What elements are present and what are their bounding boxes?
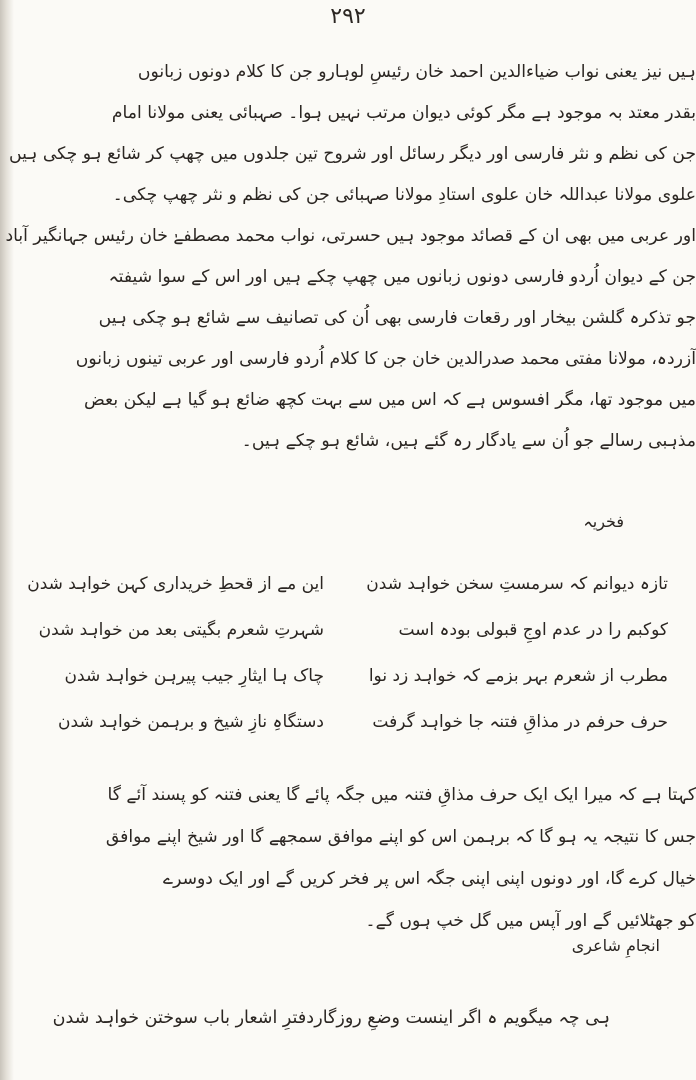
couplet [0,562,696,608]
section-heading-anjam: انجامِ شاعری [571,936,660,955]
second-hemistich: دفترِ اشعار باب سوختن خواہد شدن [52,1008,314,1028]
text-line: علوی مولانا عبداللہ خان علوی استادِ مولانا صہبائی جن کی نظم و نثر چھپ چکی۔ [112,185,696,205]
text-line: میں موجود تھا، مگر افسوس ہے کہ اس میں سے بہت کچھ ضائع ہو گیا ہے لیکن بعض [83,390,696,410]
second-hemistich: دستگاہِ نازِ شیخ و برہمن خواہد شدن [58,712,324,732]
text-line: بقدر معتد بہ موجود ہے مگر کوئی دیوان مرتب نہیں ہوا۔ صہبائی یعنی مولانا امام [111,103,696,123]
couplet [0,700,696,746]
first-hemistich: حرف حرفم در مذاقِ فتنہ جا خواہد گرفت [372,712,668,732]
paragraph-commentary [22,774,696,942]
first-hemistich: مطرب از شعرم بہر بزمے کہ خواہد زد نوا [368,666,668,686]
section-heading-fakhriya: فخریہ [583,512,624,531]
text-line: کو جھٹلائیں گے اور آپس میں گل خپ ہوں گے۔ [365,911,696,931]
text-line: خیال کرے گا، اور دونوں اپنی اپنی جگہ اس پر فخر کریں گے اور ایک دوسرے [163,869,696,889]
text-line: جو تذکرہ گلشن بیخار اور رقعات فارسی بھی اُن کی تصانیف سے شائع ہو چکی ہیں [98,308,696,328]
first-hemistich: ہی چہ میگویم ہ اگر اینست وضعِ روزگار [314,1008,610,1028]
couplet [0,608,696,654]
text-line: ہیں نیز یعنی نواب ضیاءالدین احمد خان رئیسِ لوہارو جن کا کلام دونوں زبانوں [137,62,696,82]
text-line: آزردہ، مولانا مفتی محمد صدرالدین خان جن کا کلام اُردو فارسی اور عربی تینوں زبانوں [75,349,696,369]
first-hemistich: تازہ دیوانم کہ سرمستِ سخن خواہد شدن [366,574,668,594]
text-line: اور عربی میں بھی ان کے قصائد موجود ہیں حسرتی، نواب محمد مصطفےٰ خان رئیس جہانگیر آباد [5,226,696,246]
text-line: جس کا نتیجہ یہ ہو گا کہ برہمن اس کو اپنے موافق سمجھے گا اور شیخ اپنے موافق [105,827,696,847]
poem-fakhriya [0,562,696,746]
text-line: کہتا ہے کہ میرا ایک ایک حرف مذاقِ فتنہ میں جگہ پائے گا یعنی فتنہ کو پسند آئے گا [107,785,696,805]
text-line: جن کی نظم و نثر فارسی اور دیگر رسائل اور شروح تین جلدوں میں چھپ کر شائع ہو چکی ہیں [9,144,696,164]
first-hemistich: کوکبم را در عدم اوجِ قبولی بودہ است [398,620,668,640]
couplet [0,654,696,700]
second-hemistich: شہرتِ شعرم بگیتی بعد من خواہد شدن [38,620,324,640]
final-couplet [0,996,696,1042]
page-number: ۲۹۲ [330,4,366,29]
text-line: مذہبی رسالے جو اُن سے یادگار رہ گئے ہیں، شائع ہو چکے ہیں۔ [241,431,696,451]
second-hemistich: چاک ہا ایثارِ جیب پیرہن خواہد شدن [64,666,324,686]
second-hemistich: این مے از قحطِ خریداری کہن خواہد شدن [27,574,324,594]
paragraph-poets [5,52,696,462]
text-line: جن کے دیوان اُردو فارسی دونوں زبانوں میں چھپ چکے ہیں اور اس کے سوا شیفتہ [108,267,696,287]
